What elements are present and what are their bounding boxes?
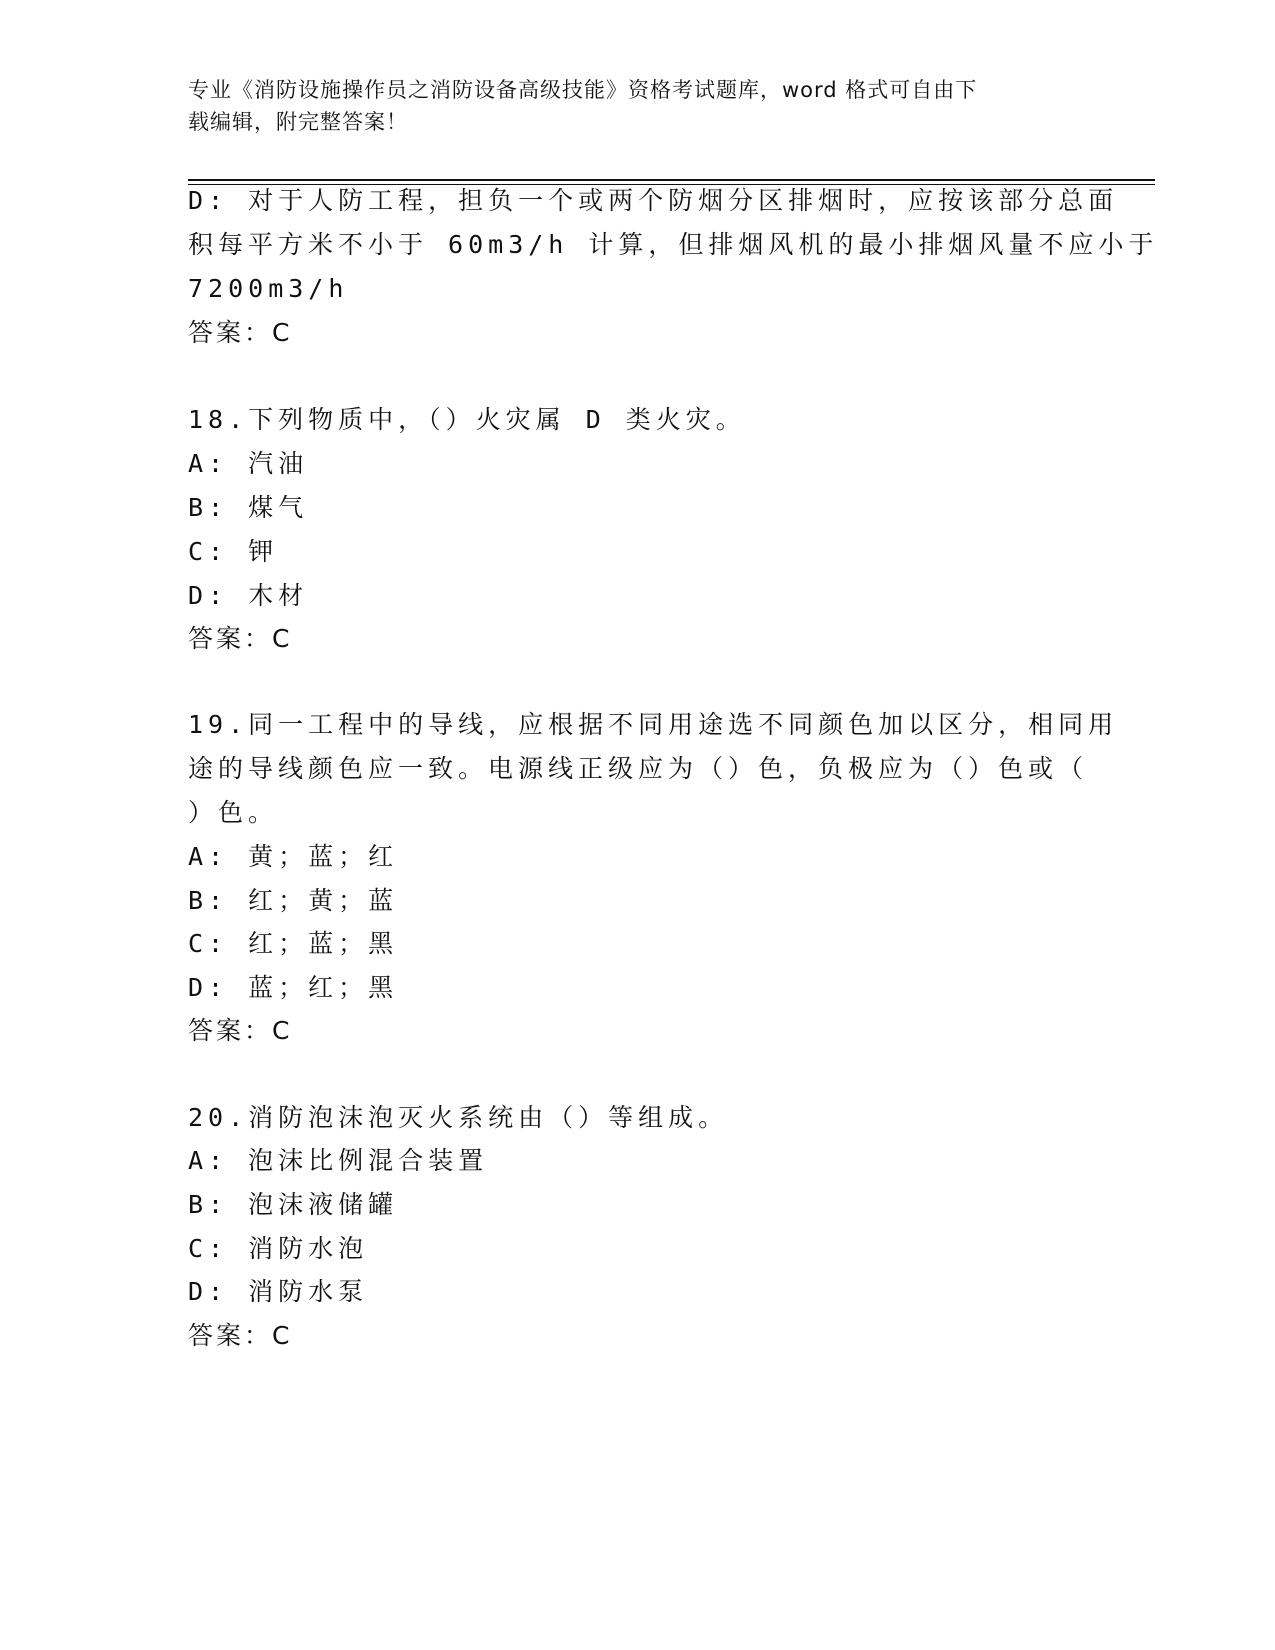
q18-option-b: B: 煤气 <box>188 493 309 522</box>
q19-answer: 答案：C <box>188 1016 293 1045</box>
q18-option-a: A: 汽油 <box>188 449 309 478</box>
header-divider-thick <box>188 179 1155 181</box>
header-line-1: 专业《消防设施操作员之消防设备高级技能》资格考试题库，word 格式可自由下 <box>188 78 978 102</box>
q20-option-c: C: 消防水泡 <box>188 1234 369 1263</box>
q17-option-d-line-1: D: 对于人防工程，担负一个或两个防烟分区排烟时，应按该部分总面 <box>188 186 1119 215</box>
q17-answer: 答案：C <box>188 318 293 347</box>
q20-option-b: B: 泡沫液储罐 <box>188 1190 399 1219</box>
q18-option-c: C: 钾 <box>188 537 279 566</box>
header-divider-thin <box>188 184 1155 185</box>
q20-question: 20.消防泡沫泡灭火系统由（）等组成。 <box>188 1103 729 1132</box>
header-line-2: 载编辑，附完整答案！ <box>188 110 408 134</box>
q19-question-line-3: ）色。 <box>188 798 279 827</box>
q20-answer: 答案：C <box>188 1321 293 1350</box>
q19-option-b: B: 红；黄；蓝 <box>188 886 399 915</box>
q17-option-d-line-3: 7200m3/h <box>188 274 349 303</box>
q18-option-d: D: 木材 <box>188 581 309 610</box>
q19-question-line-1: 19.同一工程中的导线，应根据不同用途选不同颜色加以区分，相同用 <box>188 710 1119 739</box>
q19-option-c: C: 红；蓝；黑 <box>188 929 399 958</box>
document-header <box>188 74 1078 138</box>
q19-option-d: D: 蓝；红；黑 <box>188 973 399 1002</box>
q18-question: 18.下列物质中，（）火灾属 D 类火灾。 <box>188 405 746 434</box>
q19-option-a: A: 黄；蓝；红 <box>188 842 399 871</box>
q20-option-d: D: 消防水泵 <box>188 1277 369 1306</box>
q17-option-d-line-2: 积每平方米不小于 60m3/h 计算，但排烟风机的最小排烟风量不应小于 <box>188 230 1159 259</box>
q20-option-a: A: 泡沫比例混合装置 <box>188 1146 489 1175</box>
q19-question-line-2: 途的导线颜色应一致。电源线正级应为（）色，负极应为（）色或（ <box>188 754 1089 783</box>
q18-answer: 答案：C <box>188 624 293 653</box>
